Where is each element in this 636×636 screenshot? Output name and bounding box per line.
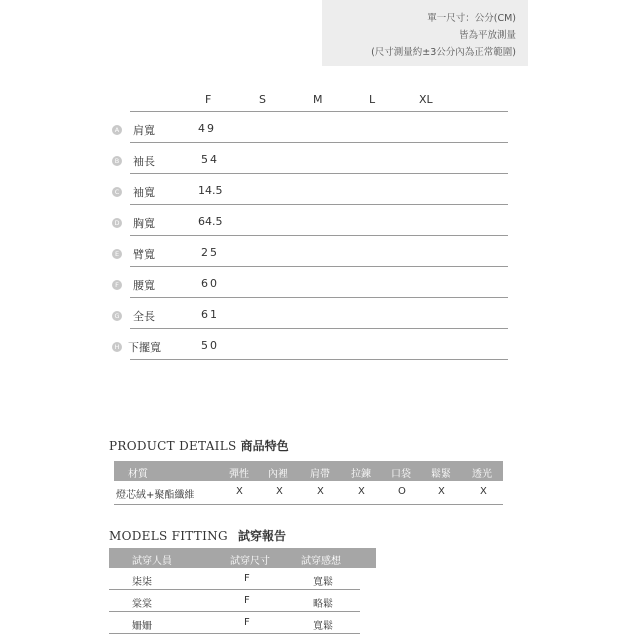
size-header-m: M (313, 93, 323, 106)
header-stretch: 鬆緊 (431, 469, 451, 480)
header-model: 試穿人員 (132, 556, 172, 567)
header-lining: 內裡 (268, 469, 288, 480)
header-material: 材質 (128, 469, 148, 480)
measure-label: 腰寬 (133, 279, 155, 292)
pocket-value: O (398, 486, 406, 497)
note-tolerance: (尺寸測量約±3公分內為正常範圍) (371, 47, 516, 58)
measure-label: 下擺寬 (128, 341, 161, 354)
material-value: 燈芯絨+聚酯纖維 (116, 490, 195, 501)
size-header-s: S (259, 93, 266, 106)
header-strap: 肩帶 (310, 469, 330, 480)
header-zipper: 拉鍊 (351, 469, 371, 480)
model-feedback: 寬鬆 (313, 621, 333, 632)
product-details-bottom-line (114, 504, 503, 505)
measure-value: 60 (201, 277, 219, 290)
size-header-l: L (369, 93, 376, 106)
model-feedback: 略鬆 (313, 599, 333, 610)
model-name: 柒柒 (132, 577, 152, 588)
row-divider (130, 235, 508, 236)
note-method: 皆為平放測量 (458, 30, 516, 41)
model-name: 姍姍 (132, 621, 152, 632)
header-feedback: 試穿感想 (301, 556, 341, 567)
measure-label: 袖寬 (133, 186, 155, 199)
badge-h: H (112, 342, 122, 352)
stretch-value: X (438, 486, 445, 497)
measure-label: 全長 (133, 310, 155, 323)
header-elasticity: 彈性 (229, 469, 249, 480)
models-fitting-title-en: MODELS FITTING (109, 529, 228, 543)
models-row-divider (109, 611, 360, 612)
measure-label: 胸寬 (133, 217, 155, 230)
measure-label: 肩寬 (133, 124, 155, 137)
model-name: 棠棠 (132, 599, 152, 610)
badge-a: A (112, 125, 122, 135)
zipper-value: X (358, 486, 365, 497)
measure-label: 臂寬 (133, 248, 155, 261)
row-divider (130, 204, 508, 205)
models-fitting-title (109, 527, 286, 544)
measure-label: 袖長 (133, 155, 155, 168)
lining-value: X (276, 486, 283, 497)
header-sheer: 透光 (472, 469, 492, 480)
measurement-note (322, 0, 528, 66)
strap-value: X (317, 486, 324, 497)
product-details-title-zh: 商品特色 (240, 439, 289, 453)
row-divider (130, 142, 508, 143)
model-size: F (244, 595, 250, 606)
row-divider (130, 111, 508, 112)
row-divider (130, 328, 508, 329)
models-row-divider (109, 633, 360, 634)
product-details-title (109, 437, 289, 454)
row-divider (130, 173, 508, 174)
models-row-divider (109, 589, 360, 590)
badge-f: F (112, 280, 122, 290)
badge-g: G (112, 311, 122, 321)
size-header-f: F (205, 93, 212, 106)
sheer-value: X (480, 486, 487, 497)
size-header-xl: XL (419, 93, 433, 106)
measure-value: 14.5 (198, 184, 223, 197)
badge-b: B (112, 156, 122, 166)
badge-d: D (112, 218, 122, 228)
model-size: F (244, 617, 250, 628)
badge-c: C (112, 187, 122, 197)
measure-value: 49 (198, 122, 216, 135)
models-fitting-title-zh: 試穿報告 (237, 529, 286, 543)
note-unit: 單一尺寸：公分(CM) (427, 13, 516, 24)
measure-value: 61 (201, 308, 219, 321)
model-feedback: 寬鬆 (313, 577, 333, 588)
header-pocket: 口袋 (391, 469, 411, 480)
elasticity-value: X (236, 486, 243, 497)
product-details-title-en: PRODUCT DETAILS (109, 439, 237, 453)
row-divider (130, 297, 508, 298)
measure-value: 64.5 (198, 215, 223, 228)
measure-value: 25 (201, 246, 219, 259)
row-divider (130, 359, 508, 360)
measure-value: 54 (201, 153, 219, 166)
measure-value: 50 (201, 339, 219, 352)
badge-e: E (112, 249, 122, 259)
model-size: F (244, 573, 250, 584)
row-divider (130, 266, 508, 267)
header-fit-size: 試穿尺寸 (230, 556, 270, 567)
